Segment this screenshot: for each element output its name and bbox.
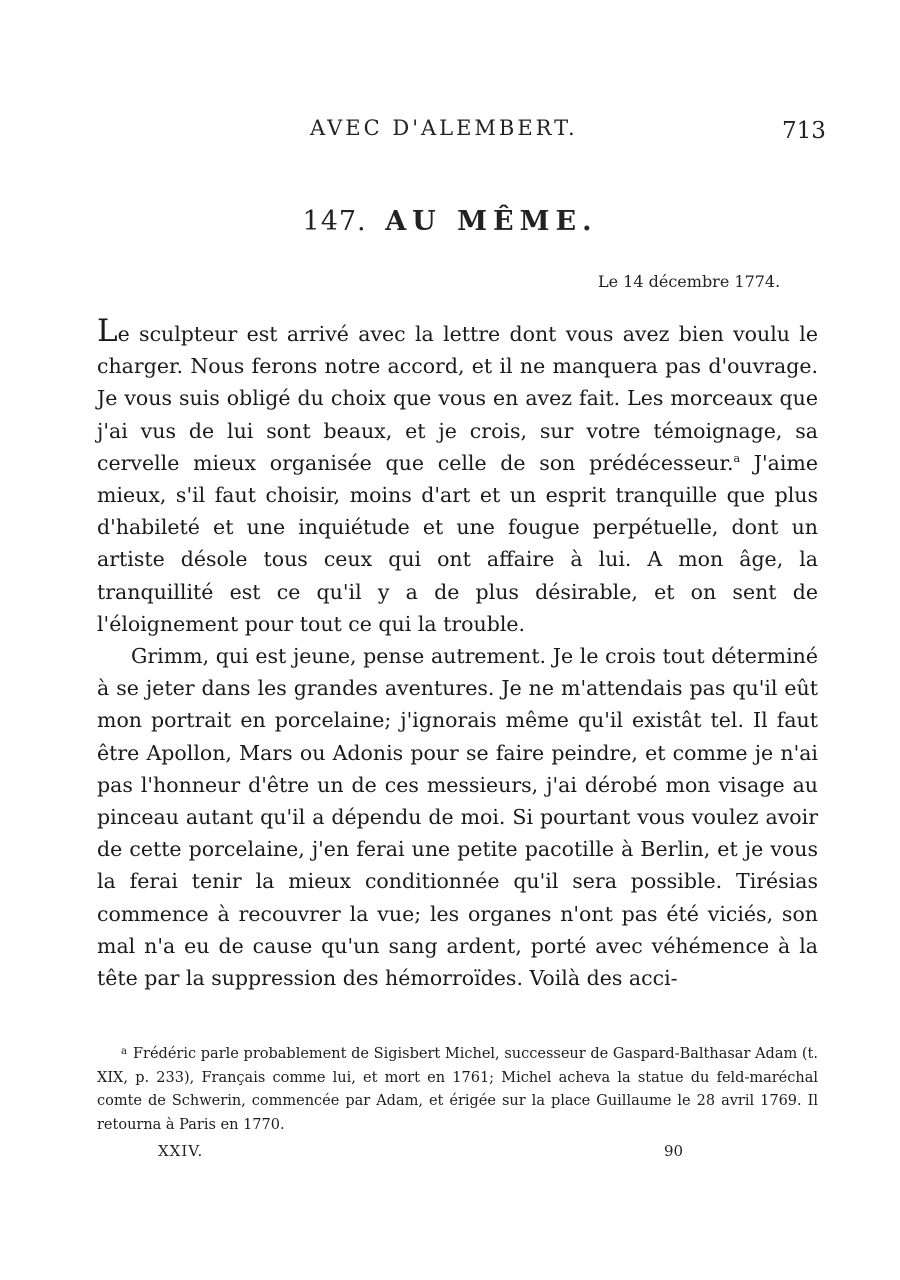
paragraph-2: Grimm, qui est jeune, pense autrement. Je le crois tout déterminé à se jeter dans les grandes aventures. Je ne m'attendais pas qu'il eût mon portrait en porcelaine; j'ignorais même qu'il existât tel. Il faut être Apollon, Mars ou Adonis pour se faire peindre, et comme je n'ai pas l'honneur d'être un de ces messieurs, j'ai dérobé mon visage au pinceau autant qu'il a dépendu de moi. Si pourtant vous voulez avoir de cette porcelaine, j'en ferai une petite pacotille à Berlin, et je vous la ferai tenir la mieux conditionnée qu'il sera possible. Tirésias commence à recouvrer la vue; les organes n'ont pas été viciés, son mal n'a eu de cause qu'un sang ardent, porté avec véhémence à la tête par la suppression des hémorroïdes. Voilà des acci- <box>97 644 818 991</box>
letter-body <box>97 313 818 994</box>
paragraph-1-text-a: e sculpteur est arrivé avec la lettre dont vous avez bien voulu le charger. Nous ferons notre accord, et il ne manquera pas d'ouvrage. Je vous suis obligé du choix que vous en avez fait. Les morceaux que j'ai vus de lui sont beaux, et je crois, sur votre témoignage, sa cervelle mieux organisée que celle de son prédécesseur. <box>97 322 818 475</box>
sheet-number: 90 <box>664 1142 684 1160</box>
footnote-mark: a <box>121 1046 127 1057</box>
page-number: 713 <box>782 118 826 144</box>
letter-heading <box>0 206 900 237</box>
footnote-reference: a <box>733 451 741 465</box>
paragraph-1-text-b: J'aime mieux, s'il faut choisir, moins d'art et un esprit tranquille que plus d'habileté et une inquiétude et une fougue perpétuelle, dont un artiste désole tous ceux qui ont affaire à lui. A mon âge, la tranquillité est ce qu'il y a de plus désirable, et on sent de l'éloignement pour tout ce qui la trouble. <box>97 450 818 636</box>
footnote <box>97 1040 818 1137</box>
signature-mark: XXIV. <box>158 1142 204 1160</box>
drop-cap: L <box>97 313 118 349</box>
letter-number: 147. <box>302 206 367 237</box>
running-title: AVEC D'ALEMBERT. <box>310 116 578 140</box>
paragraph-1 <box>97 313 818 640</box>
letter-title: AU MÊME. <box>385 206 598 237</box>
letter-date: Le 14 décembre 1774. <box>598 272 781 291</box>
footnote-text: Frédéric parle probablement de Sigisbert Michel, successeur de Gaspard-Balthasar Adam (t. XIX, p. 233), Français comme lui, et mort en 1761; Michel acheva la statue du feld-maréchal comte de Schwerin, commencée par Adam, et érigée sur la place Guillaume le 28 avril 1769. Il retourna à Paris en 1770. <box>97 1046 818 1133</box>
running-head <box>0 116 900 146</box>
footnotes <box>97 1040 818 1137</box>
